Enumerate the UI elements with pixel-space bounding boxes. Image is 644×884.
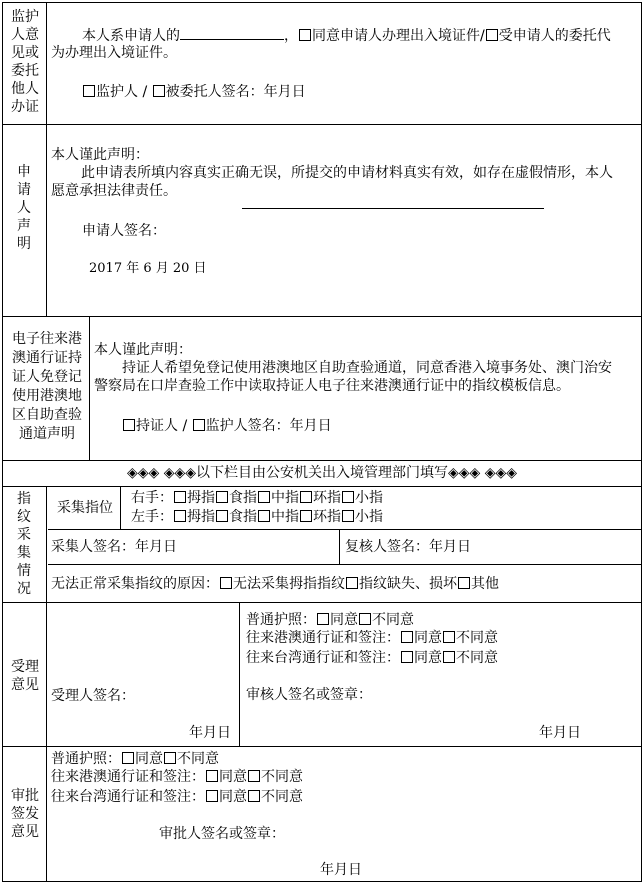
guardian-text-b: ， xyxy=(284,28,298,44)
collection-position-label: 采集指位 xyxy=(57,500,113,516)
epass-intro: 本人谨此声明： xyxy=(94,342,192,358)
official-use-divider: ◈◈◈ ◈◈◈以下栏目由公安机关出入境管理部门填写◈◈◈ ◈◈◈ xyxy=(126,465,518,481)
checkbox-icon[interactable] xyxy=(342,491,354,503)
epass-sig-a: 持证人 / xyxy=(136,418,192,434)
right-hand-row xyxy=(131,489,383,507)
checkbox-icon[interactable] xyxy=(216,491,228,503)
disagree-option: 不同意 xyxy=(261,789,303,805)
row-divider xyxy=(48,529,642,530)
item-label: 往来港澳通行证和签注： xyxy=(51,769,205,785)
row-divider xyxy=(2,486,642,487)
approver-signature-label: 审批人签名或签章： xyxy=(159,826,285,842)
epass-text-1: 持证人希望免登记使用港澳地区自助查验通道，同意香港入境事务处、澳门治安 xyxy=(122,360,612,376)
applicant-sign-label: 申请人签名： xyxy=(82,223,166,239)
finger-ring: 环指 xyxy=(313,490,341,506)
checkbox-icon[interactable] xyxy=(206,790,218,802)
left-hand-row xyxy=(131,508,383,526)
checkbox-icon[interactable] xyxy=(346,577,358,589)
signature-line xyxy=(242,208,544,209)
disagree-option: 不同意 xyxy=(372,612,414,628)
reviewer-signature: 复核人签名：年月日 xyxy=(345,539,471,555)
row-divider xyxy=(48,564,642,565)
item-label: 普通护照： xyxy=(246,612,316,628)
relationship-blank[interactable] xyxy=(180,26,284,40)
checkbox-icon[interactable] xyxy=(299,29,311,41)
checkbox-icon[interactable] xyxy=(401,651,413,663)
reason-label: 无法正常采集指纹的原因： xyxy=(51,576,219,592)
acceptance-opinion-passport xyxy=(246,611,414,629)
checkbox-icon[interactable] xyxy=(359,613,371,625)
acceptor-date: 年月日 xyxy=(189,725,231,741)
table-border xyxy=(2,2,642,3)
checkbox-icon[interactable] xyxy=(248,770,260,782)
checkbox-icon[interactable] xyxy=(216,510,228,522)
guardian-option-agree: 同意申请人办理出入境证件/ xyxy=(312,28,485,44)
reason-option: 其他 xyxy=(471,576,499,592)
applicant-date: 2017 年 6 月 20 日 xyxy=(89,261,207,276)
disagree-option: 不同意 xyxy=(177,751,219,767)
finger-little: 小指 xyxy=(355,490,383,506)
collection-failure-reason xyxy=(51,575,499,593)
agree-option: 同意 xyxy=(135,751,163,767)
row-divider xyxy=(2,124,642,125)
checkbox-icon[interactable] xyxy=(300,510,312,522)
guardian-text-a: 本人系申请人的 xyxy=(82,28,180,44)
reason-option: 指纹缺失、损坏 xyxy=(359,576,457,592)
checkbox-icon[interactable] xyxy=(458,577,470,589)
checkbox-icon[interactable] xyxy=(123,419,135,431)
section-label-epass: 电子往来港澳通行证持证人免登记使用港澳地区自助查验通道声明 xyxy=(12,331,82,442)
checkbox-icon[interactable] xyxy=(153,85,165,97)
collector-signature: 采集人签名：年月日 xyxy=(51,539,177,555)
reviewer-date: 年月日 xyxy=(539,725,581,741)
table-border xyxy=(641,2,642,882)
checkbox-icon[interactable] xyxy=(300,491,312,503)
checkbox-icon[interactable] xyxy=(220,577,232,589)
finger-thumb: 拇指 xyxy=(187,509,215,525)
checkbox-icon[interactable] xyxy=(248,790,260,802)
row-divider xyxy=(2,316,642,317)
guardian-sig-a: 监护人 / xyxy=(96,84,152,100)
col-divider xyxy=(339,529,340,564)
disagree-option: 不同意 xyxy=(261,769,303,785)
finger-index: 食指 xyxy=(229,509,257,525)
guardian-sig-b: 被委托人签名：年月日 xyxy=(165,84,306,100)
guardian-statement xyxy=(82,26,611,45)
left-hand-label: 左手： xyxy=(131,509,173,525)
acceptor-signature-label: 受理人签名： xyxy=(51,688,135,704)
disagree-option: 不同意 xyxy=(456,650,498,666)
col-divider xyxy=(46,486,47,881)
section-label-acceptance: 受理意见 xyxy=(11,659,39,693)
finger-thumb: 拇指 xyxy=(187,490,215,506)
col-divider xyxy=(46,2,47,316)
epass-signature xyxy=(122,417,332,435)
guardian-signature xyxy=(82,83,306,101)
checkbox-icon[interactable] xyxy=(258,491,270,503)
row-divider xyxy=(2,746,642,747)
table-border xyxy=(2,2,3,882)
disagree-option: 不同意 xyxy=(456,630,498,646)
item-label: 普通护照： xyxy=(51,751,121,767)
agree-option: 同意 xyxy=(219,789,247,805)
checkbox-icon[interactable] xyxy=(258,510,270,522)
epass-sig-b: 监护人签名：年月日 xyxy=(205,418,332,434)
reviewer-signature-label: 审核人签名或签章： xyxy=(246,687,372,703)
agree-option: 同意 xyxy=(219,769,247,785)
guardian-statement-line2: 为办理出入境证件。 xyxy=(51,45,177,61)
row-divider xyxy=(2,460,642,461)
col-divider xyxy=(120,486,121,529)
checkbox-icon[interactable] xyxy=(401,631,413,643)
checkbox-icon[interactable] xyxy=(174,510,186,522)
checkbox-icon[interactable] xyxy=(342,510,354,522)
table-border xyxy=(2,881,642,882)
finger-middle: 中指 xyxy=(271,509,299,525)
checkbox-icon[interactable] xyxy=(443,651,455,663)
finger-little: 小指 xyxy=(355,509,383,525)
col-divider xyxy=(239,602,240,746)
approval-opinion-taiwan xyxy=(51,788,303,806)
checkbox-icon[interactable] xyxy=(193,419,205,431)
checkbox-icon[interactable] xyxy=(486,29,498,41)
approval-opinion-hkmacau xyxy=(51,768,303,786)
checkbox-icon[interactable] xyxy=(443,631,455,643)
checkbox-icon[interactable] xyxy=(206,770,218,782)
agree-option: 同意 xyxy=(414,630,442,646)
approval-opinion-passport xyxy=(51,750,219,768)
approver-date: 年月日 xyxy=(320,862,362,878)
agree-option: 同意 xyxy=(414,650,442,666)
col-divider xyxy=(89,316,90,460)
right-hand-label: 右手： xyxy=(131,490,173,506)
item-label: 往来港澳通行证和签注： xyxy=(246,630,400,646)
checkbox-icon[interactable] xyxy=(164,752,176,764)
epass-text-2: 警察局在口岸查验工作中读取持证人电子往来港澳通行证中的指纹模板信息。 xyxy=(94,378,570,394)
agree-option: 同意 xyxy=(330,612,358,628)
item-label: 往来台湾通行证和签注： xyxy=(51,789,205,805)
checkbox-icon[interactable] xyxy=(83,85,95,97)
finger-index: 食指 xyxy=(229,490,257,506)
finger-ring: 环指 xyxy=(313,509,341,525)
checkbox-icon[interactable] xyxy=(122,752,134,764)
applicant-text-2: 愿意承担法律责任。 xyxy=(51,183,177,199)
section-label-approval: 审批签发意见 xyxy=(11,788,39,840)
checkbox-icon[interactable] xyxy=(174,491,186,503)
guardian-option-entrust: 受申请人的委托代 xyxy=(498,28,611,44)
applicant-intro: 本人谨此声明： xyxy=(51,147,149,163)
applicant-text-1: 此申请表所填内容真实正确无误，所提交的申请材料真实有效，如存在虚假情形，本人 xyxy=(81,165,613,181)
reason-option: 无法采集拇指指纹 xyxy=(233,576,345,592)
section-label-guardian: 监护人意见或委托他人办证 xyxy=(11,9,39,115)
finger-middle: 中指 xyxy=(271,490,299,506)
acceptance-opinion-taiwan xyxy=(246,649,498,667)
section-label-fingerprint: 指 纹 采 集 情 况 xyxy=(17,491,31,597)
acceptance-opinion-hkmacau xyxy=(246,629,498,647)
section-label-applicant: 申 请 人 声 明 xyxy=(17,164,31,252)
item-label: 往来台湾通行证和签注： xyxy=(246,650,400,666)
checkbox-icon[interactable] xyxy=(317,613,329,625)
row-divider xyxy=(2,602,642,603)
